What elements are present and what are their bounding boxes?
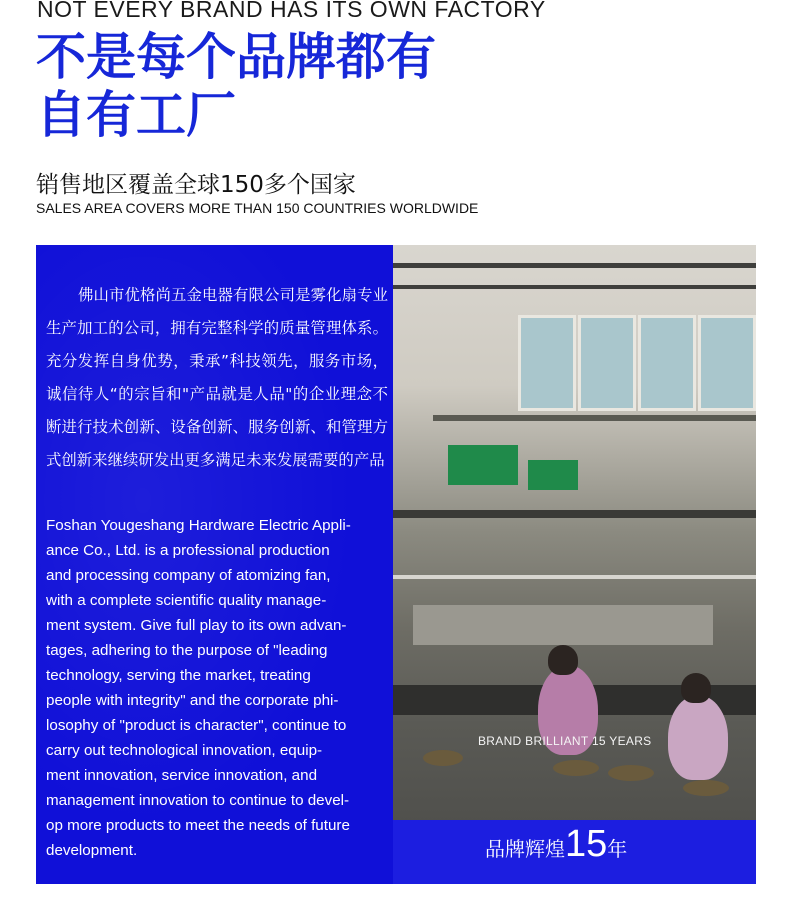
description-english-line: people with integrity" and the corporate phi- [46,692,339,709]
company-intro-panel [36,245,756,884]
subtitle-english: SALES AREA COVERS MORE THAN 150 COUNTRIES WORLDWIDE [36,200,479,216]
description-chinese: 佛山市优格尚五金电器有限公司是雾化扇专业生产加工的公司，拥有完整科学的质量管理体系。充分发挥自身优势，秉承”科技领先，服务市场，诚信待人“的宗旨和"产品就是人品"的企业理念不断进行技术创新、设备创新、服务创新、和管理方式创新来继续研发出更多满足未来发展需要的产品 [46,286,388,469]
factory-photo [393,245,756,884]
badge-prefix: 品牌辉煌 [485,837,565,861]
description-box [36,245,393,884]
description-english-line: ance Co., Ltd. is a professional production [46,542,330,559]
description-english-line: ment system. Give full play to its own advan- [46,617,347,634]
description-english-line: losophy of "product is character", continue to [46,717,347,734]
description-english-line: carry out technological innovation, equip- [46,742,323,759]
description-english-line: ment innovation, service innovation, and [46,767,318,784]
brand-years-badge [393,820,756,884]
headline-line-1: 不是每个品牌都有 [36,28,436,86]
description-english-line: tages, adhering to the purpose of "leading [46,642,328,659]
description-english-line: management innovation to continue to devel- [46,792,350,809]
description-english-line: Foshan Yougeshang Hardware Electric Appli- [46,517,351,534]
description-english-line: and processing company of atomizing fan, [46,567,331,584]
subtitle-chinese: 销售地区覆盖全球150多个国家 [36,172,356,198]
headline-line-2: 自有工厂 [36,86,236,144]
description-english [46,513,391,863]
top-english-heading: NOT EVERY BRAND HAS ITS OWN FACTORY [37,0,546,22]
badge-number: 15 [565,823,608,865]
description-english-line: development. [46,842,138,859]
description-english-line: technology, serving the market, treating [46,667,311,684]
description-english-line: with a complete scientific quality manage- [46,592,327,609]
photo-caption: BRAND BRILLIANT 15 YEARS [478,734,652,748]
badge-suffix: 年 [607,837,628,861]
description-english-line: op more products to meet the needs of future [46,817,350,834]
headline [36,28,506,144]
